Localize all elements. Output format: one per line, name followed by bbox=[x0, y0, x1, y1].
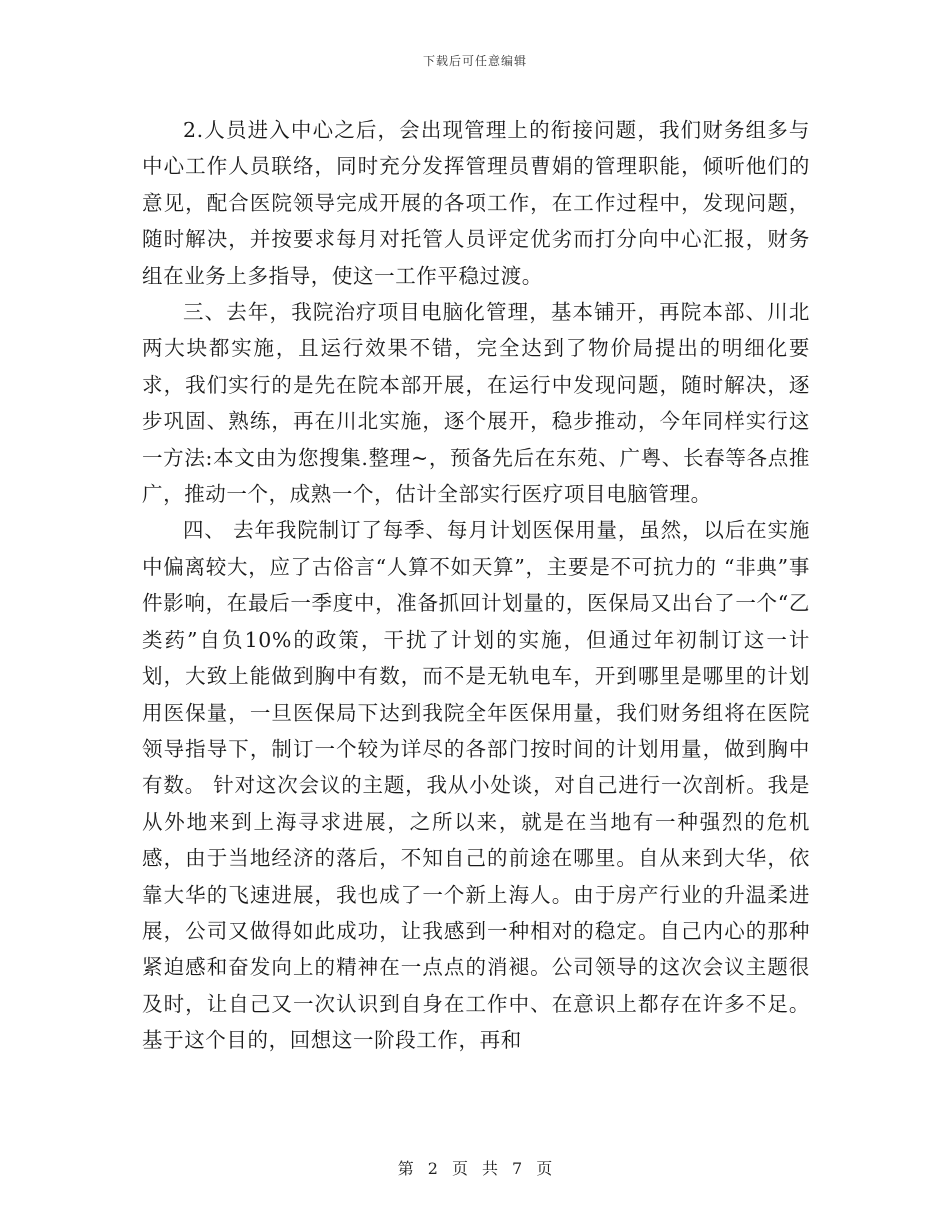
paragraph-4-insurance-plan: 四、 去年我院制订了每季、每月计划医保用量，虽然，以后在实施中偏离较大，应了古俗言“人算不如天算”，主要是不可抗力的 “非典”事件影响，在最后一季度中，准备抓回计划量的，医保局又出台了一个“乙类药”自负10%的政策，干扰了计划的实施，但通过年初制订这一计划，大致上能做到胸中有数，而不是无轨电车，开到哪里是哪里的计划用医保量，一旦医保局下达到我院全年医保用量，我们财务组将在医院领导指导下，制订一个较为详尽的各部门按时间的计划用量，做到胸中有数。 针对这次会议的主题，我从小处谈，对自己进行一次剖析。我是从外地来到上海寻求进展，之所以来，就是在当地有一种强烈的危机感，由于当地经济的落后，不知自己的前途在哪里。自从来到大华，依靠大华的飞速进展，我也成了一个新上海人。由于房产行业的升温柔进展，公司又做得如此成功，让我感到一种相对的稳定。自己内心的那种紧迫感和奋发向上的精神在一点点的消褪。公司领导的这次会议主题很及时，让自己又一次认识到自身在工作中、在意识上都存在许多不足。基于这个目的，回想这一阶段工作，再和 bbox=[142, 518, 810, 1053]
footer-current-page: 2 bbox=[427, 1159, 438, 1178]
footer-gong: 共 bbox=[482, 1159, 499, 1178]
document-body bbox=[142, 112, 810, 1059]
footer-di: 第 bbox=[397, 1159, 414, 1178]
footer-ye-2: 页 bbox=[536, 1159, 553, 1178]
page-header: 下载后可任意编辑 bbox=[422, 54, 527, 68]
footer-ye: 页 bbox=[451, 1159, 468, 1178]
footer-total-pages: 7 bbox=[512, 1159, 523, 1178]
paragraph-3-computerized-management: 三、去年，我院治疗项目电脑化管理，基本铺开，再院本部、川北两大块都实施，且运行效果不错，完全达到了物价局提出的明细化要求，我们实行的是先在院本部开展，在运行中发现问题，随时解决，逐步巩固、熟练，再在川北实施，逐个展开，稳步推动，今年同样实行这一方法:本文由为您搜集.整理~，预备先后在东苑、广粤、长春等各点推广，推动一个，成熟一个，估计全部实行医疗项目电脑管理。 bbox=[142, 300, 810, 507]
page-footer bbox=[0, 1156, 950, 1179]
paragraph-2-staff-transition: 2.人员进入中心之后，会出现管理上的衔接问题，我们财务组多与中心工作人员联络，同时充分发挥管理员曹娟的管理职能，倾听他们的意见，配合医院领导完成开展的各项工作，在工作过程中，发现问题，随时解决，并按要求每月对托管人员评定优劣而打分向中心汇报，财务组在业务上多指导，使这一工作平稳过渡。 bbox=[142, 118, 810, 288]
